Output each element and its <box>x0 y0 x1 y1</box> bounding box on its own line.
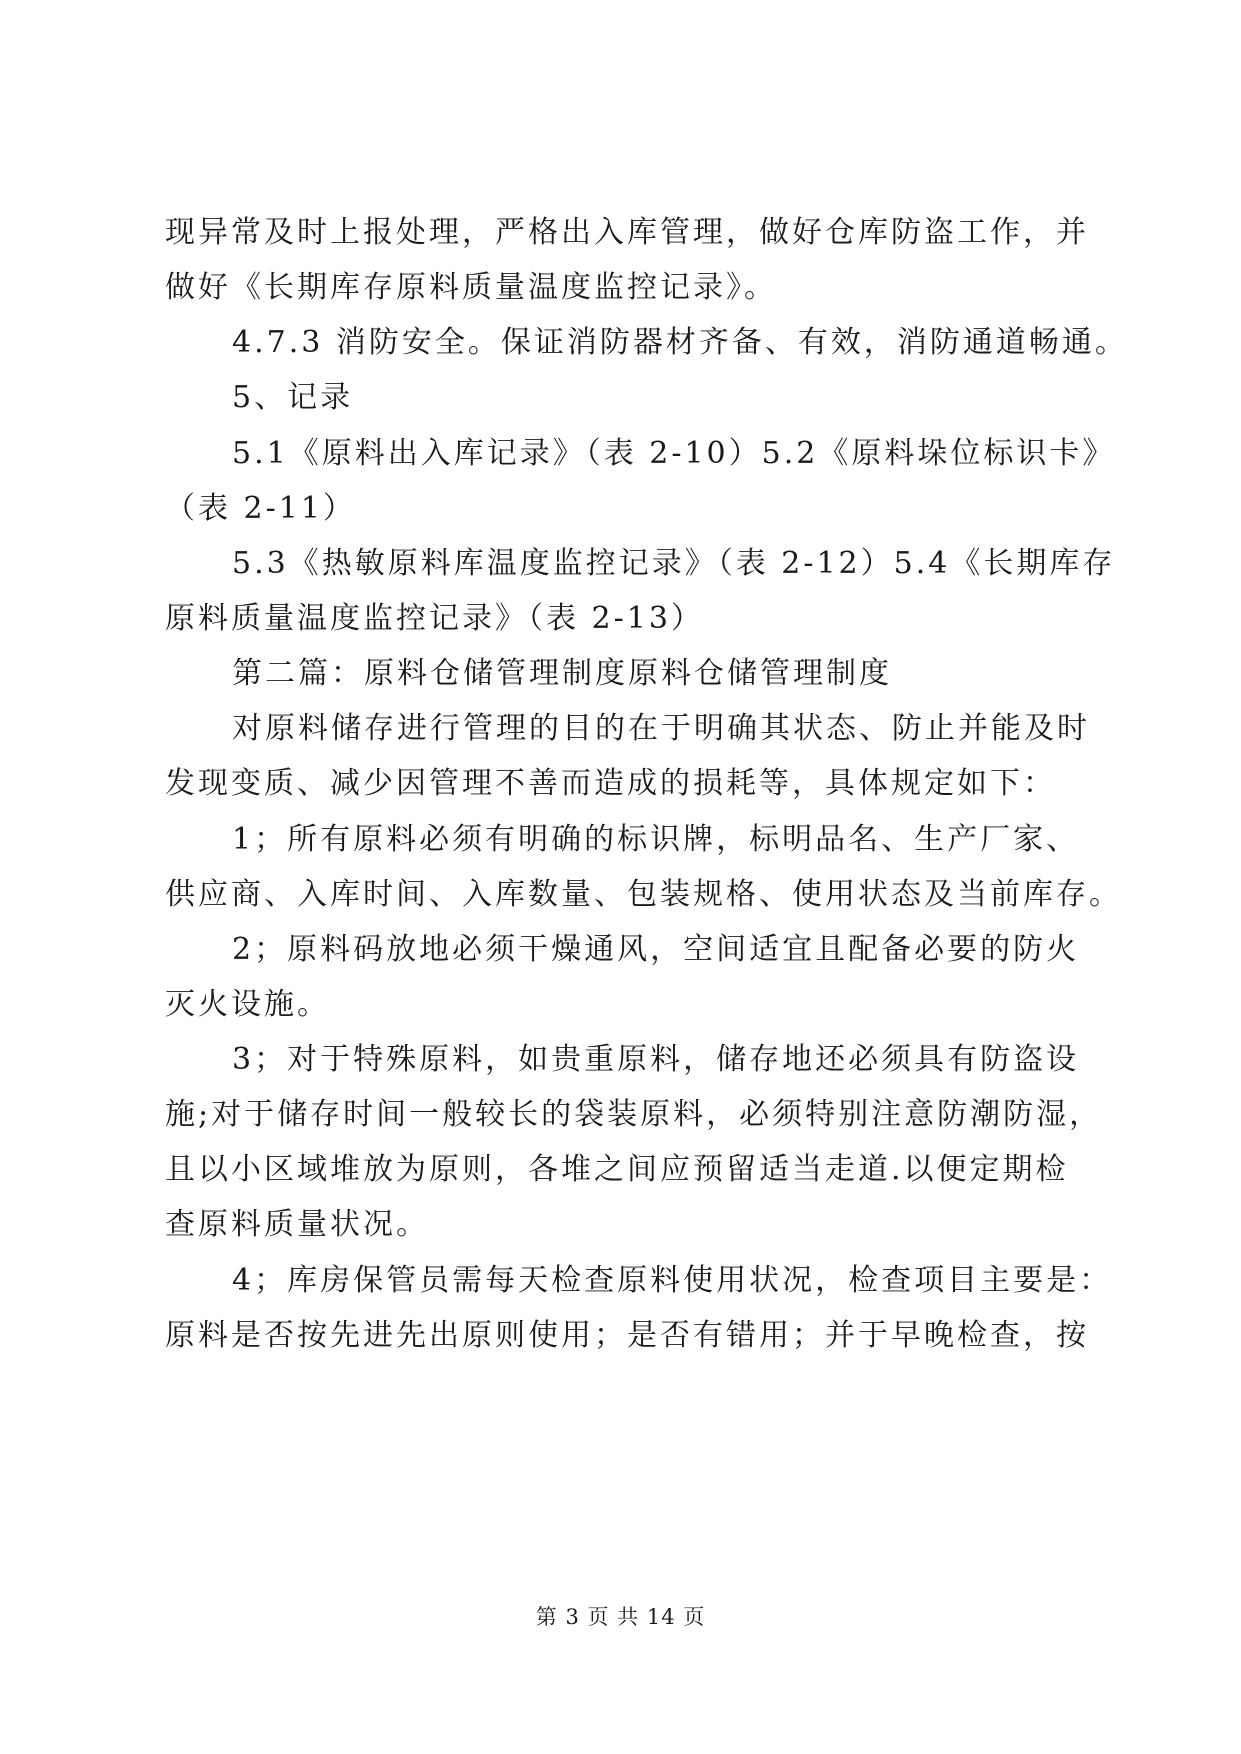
text-line: 3；对于特殊原料，如贵重原料，储存地还必须具有防盗设 <box>232 1042 1080 1077</box>
text-line: 4.7.3 消防安全。保证消防器材齐备、有效，消防通道畅通。 <box>232 325 1128 360</box>
text-line: 5.1《原料出入库记录》（表 2-10）5.2《原料垛位标识卡》 <box>232 436 1116 471</box>
text-line: 对原料储存进行管理的目的在于明确其状态、防止并能及时 <box>232 711 1090 746</box>
text-line: 原料是否按先进先出原则使用；是否有错用；并于早晚检查，按 <box>165 1318 1089 1353</box>
text-line: 2；原料码放地必须干燥通风，空间适宜且配备必要的防火 <box>232 932 1080 967</box>
text-line: 现异常及时上报处理，严格出入库管理，做好仓库防盗工作，并 <box>165 215 1089 250</box>
section-heading: 5、记录 <box>232 380 354 415</box>
text-line: 发现变质、减少因管理不善而造成的损耗等，具体规定如下： <box>165 766 1056 801</box>
chapter-heading: 第二篇：原料仓储管理制度原料仓储管理制度 <box>232 656 892 691</box>
text-line: 4；库房保管员需每天检查原料使用状况，检查项目主要是： <box>232 1263 1113 1298</box>
text-line: 做好《长期库存原料质量温度监控记录》。 <box>165 270 777 305</box>
page-number-footer: 第 3 页 共 14 页 <box>535 1605 706 1629</box>
text-line: 原料质量温度监控记录》（表 2-13） <box>165 601 704 636</box>
text-line: 且以小区域堆放为原则，各堆之间应预留适当走道.以便定期检 <box>165 1152 1069 1187</box>
text-line: 灭火设施。 <box>165 987 330 1022</box>
text-line: 供应商、入库时间、入库数量、包装规格、使用状态及当前库存。 <box>165 877 1122 912</box>
text-line: （表 2-11） <box>165 491 356 526</box>
text-line: 查原料质量状况。 <box>165 1207 429 1242</box>
text-line: 施;对于储存时间一般较长的袋装原料，必须特别注意防潮防湿， <box>165 1097 1103 1132</box>
text-line: 5.3《热敏原料库温度监控记录》（表 2-12）5.4《长期库存 <box>232 546 1116 581</box>
text-line: 1；所有原料必须有明确的标识牌，标明品名、生产厂家、 <box>232 822 1080 857</box>
